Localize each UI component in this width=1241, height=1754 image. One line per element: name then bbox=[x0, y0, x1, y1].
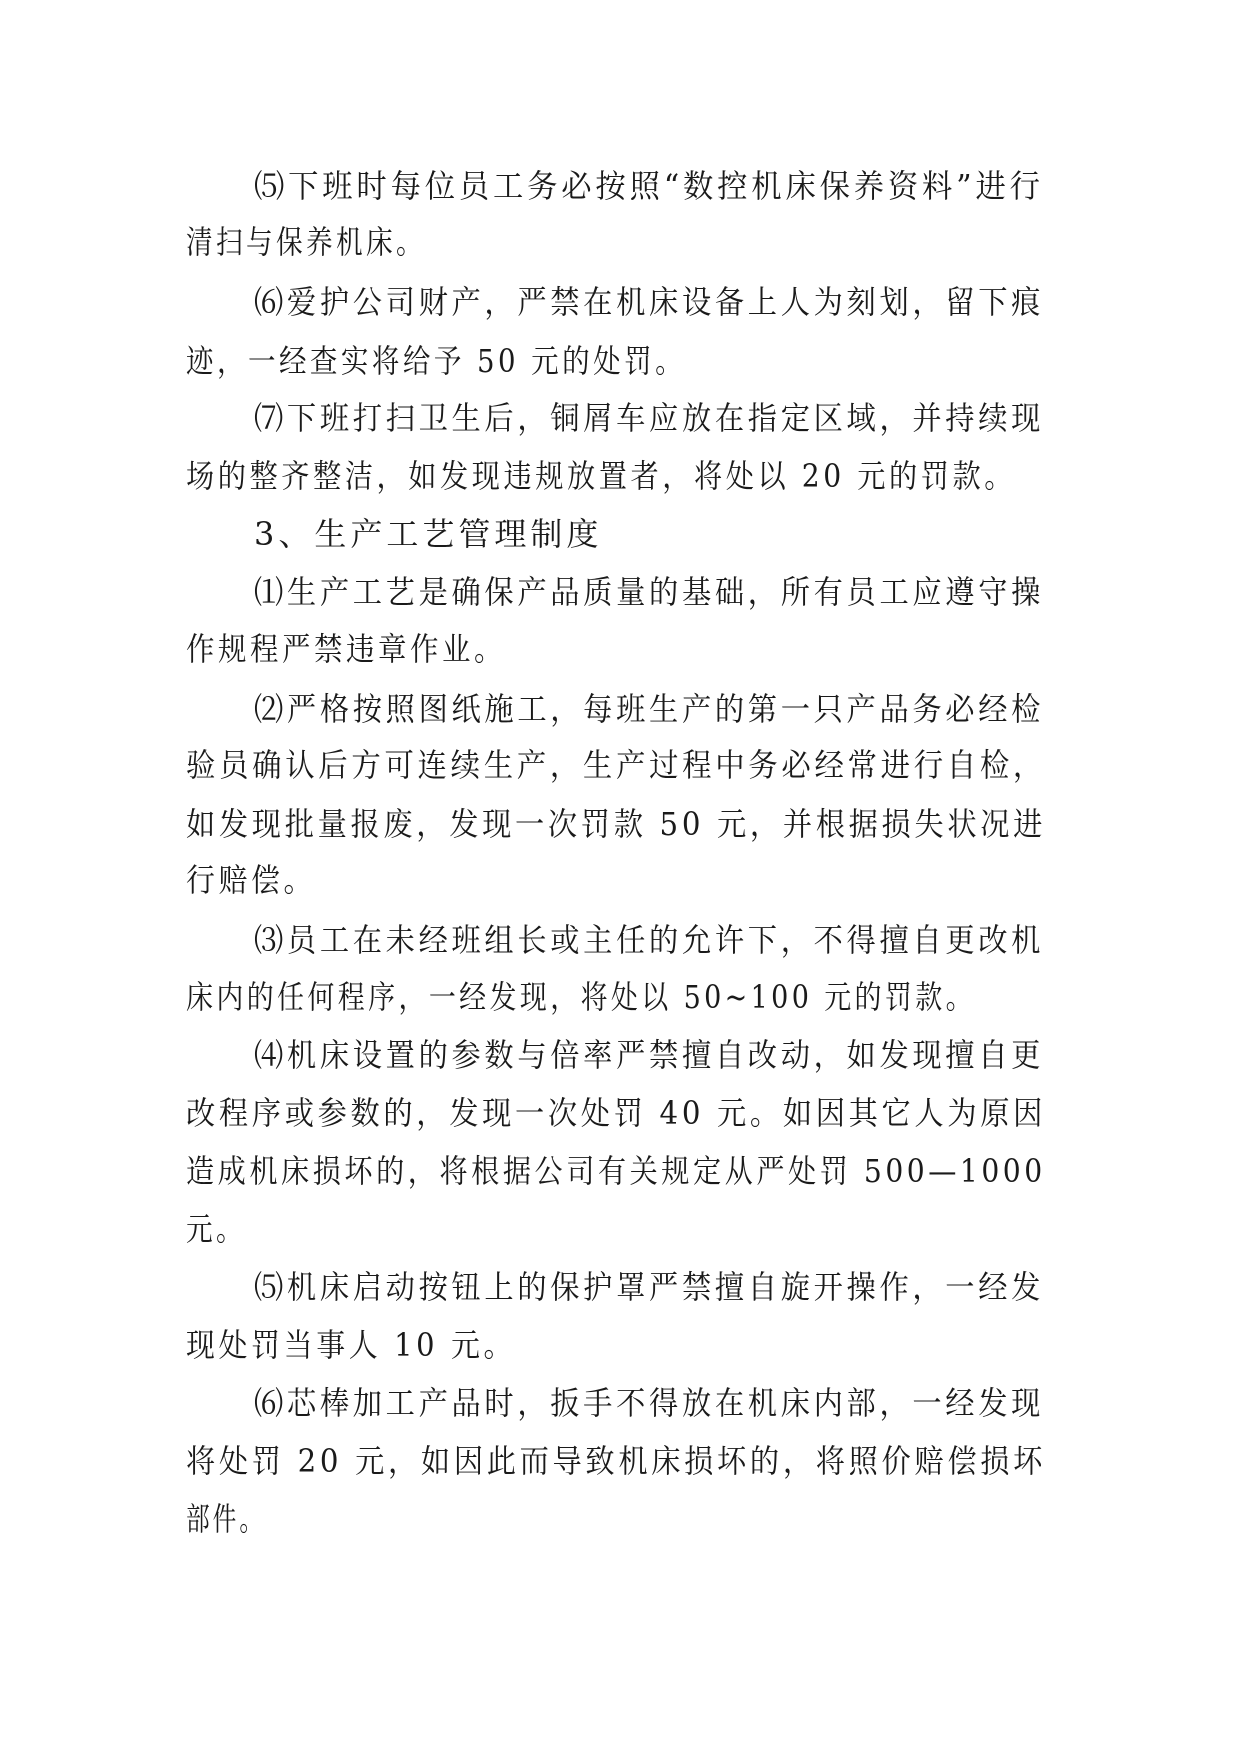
section-heading: 3、生产工艺管理制度 bbox=[254, 515, 603, 553]
text-line: 验员确认后方可连续生产，生产过程中务必经常进行自检， bbox=[186, 746, 1047, 784]
text-line: 部件。 bbox=[186, 1500, 267, 1538]
text-line: 改程序或参数的，发现一次处罚 40 元。如因其它人为原因 bbox=[186, 1094, 1047, 1132]
text-line: ⑷机床设置的参数与倍率严禁擅自改动，如发现擅自更 bbox=[254, 1036, 1045, 1074]
text-line: ⑶员工在未经班组长或主任的允许下，不得擅自更改机 bbox=[254, 921, 1045, 959]
text-line: ⑴生产工艺是确保产品质量的基础，所有员工应遵守操 bbox=[254, 573, 1045, 611]
text-line: ⑵严格按照图纸施工，每班生产的第一只产品务必经检 bbox=[254, 690, 1045, 728]
text-line: 如发现批量报废，发现一次罚款 50 元，并根据损失状况进 bbox=[186, 805, 1047, 843]
text-line: 作规程严禁违章作业。 bbox=[186, 630, 507, 668]
text-line: 现处罚当事人 10 元。 bbox=[186, 1326, 517, 1364]
text-line: ⑸机床启动按钮上的保护罩严禁擅自旋开操作，一经发 bbox=[254, 1268, 1045, 1306]
text-line: ⑹爱护公司财产，严禁在机床设备上人为刻划，留下痕 bbox=[254, 283, 1045, 321]
text-line: ⑸下班时每位员工务必按照“数控机床保养资料”进行 bbox=[254, 167, 1044, 205]
text-line: 将处罚 20 元，如因此而导致机床损坏的，将照价赔偿损坏 bbox=[186, 1442, 1047, 1480]
text-line: 床内的任何程序，一经发现，将处以 50~100 元的罚款。 bbox=[186, 978, 976, 1016]
text-line: 场的整齐整洁，如发现违规放置者，将处以 20 元的罚款。 bbox=[186, 457, 1017, 495]
text-line: 迹，一经查实将给予 50 元的处罚。 bbox=[186, 342, 687, 380]
text-line: 造成机床损坏的，将根据公司有关规定从严处罚 500—1000 bbox=[186, 1152, 1046, 1190]
text-line: ⑹芯棒加工产品时，扳手不得放在机床内部，一经发现 bbox=[254, 1384, 1045, 1422]
text-line: 清扫与保养机床。 bbox=[186, 223, 427, 261]
text-line: ⑺下班打扫卫生后，铜屑车应放在指定区域，并持续现 bbox=[254, 399, 1045, 437]
text-line: 元。 bbox=[186, 1210, 247, 1248]
text-line: 行赔偿。 bbox=[186, 861, 317, 899]
